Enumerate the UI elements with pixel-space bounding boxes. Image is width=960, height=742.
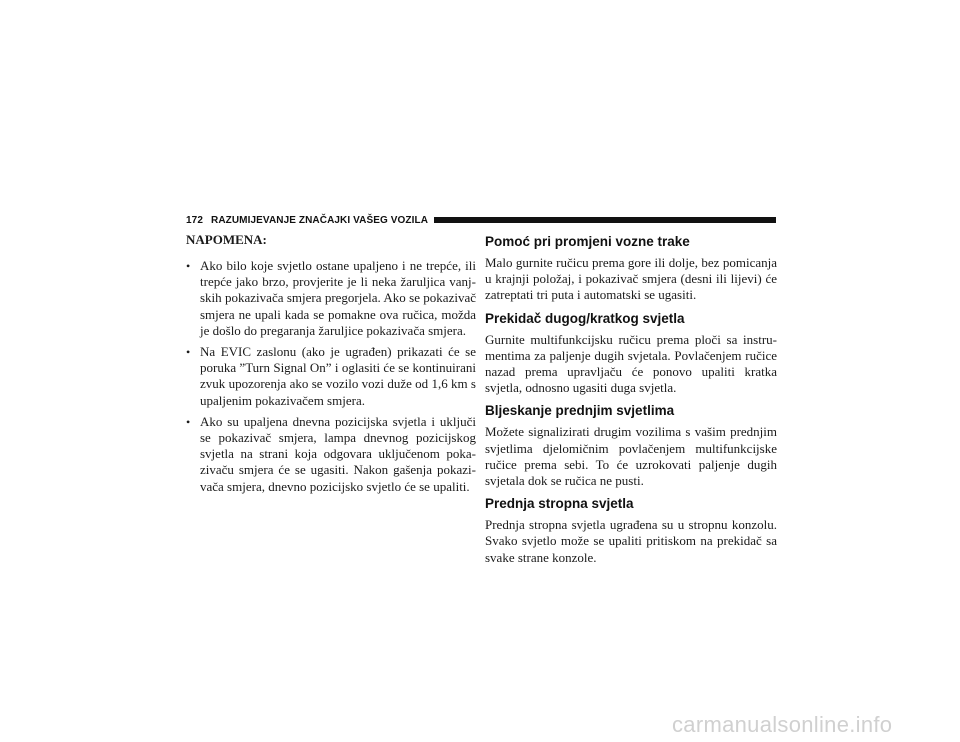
bullet-text: Na EVIC zaslonu (ako je ugrađen) prikazati će se poruka ”Turn Signal On” i oglasiti će se kontinuirani zvuk upozorenja ako se vozilo vozi duže od 1,6 km s upaljenim pokazivačem smjera. <box>200 344 476 408</box>
left-column <box>186 232 476 500</box>
section-body-flash-to-pass: Možete signalizirati drugim vozilima s vašim prednjim svjetlima djelomičnim povlačenjem multifunkcijske ručice prema sebi. To će uzrokovati paljenje dugih svjetala dok se ručica ne pusti. <box>485 424 777 489</box>
section-body-lane-change: Malo gurnite ručicu prema gore ili dolje, bez pomicanja u krajnji položaj, i pokazivač smjera (desni ili lijevi) će zatreptati tri puta i automatski se ugasiti. <box>485 255 777 303</box>
note-title: NAPOMENA: <box>186 232 267 247</box>
bullet-icon: • <box>186 414 191 429</box>
list-item <box>186 344 476 409</box>
section-heading-dome-lights: Prednja stropna svjetla <box>485 496 634 512</box>
bullet-text: Ako su upaljena dnevna pozicijska svjetla i uključi se pokazivač smjera, lampa dnevnog pozicijskog svjetla na strani koja odgovara uključenom pokazivaču smjera će se ugasiti. Nakon gašenja pokazivača smjera, dnevno pozicijsko svjetlo će se upaliti. <box>200 413 476 494</box>
section-heading-high-low-beam: Prekidač dugog/kratkog svjetla <box>485 310 685 326</box>
list-item <box>186 414 476 495</box>
page-header <box>186 212 776 228</box>
page-number: 172 <box>186 214 203 226</box>
section-body-dome-lights: Prednja stropna svjetla ugrađena su u stropnu konzolu. Svako svjetlo može se upaliti pritiskom na prekidač sa svake strane konzole. <box>485 517 777 565</box>
note-bullet-list <box>186 258 476 495</box>
section-body-high-low-beam: Gurnite multifunkcijsku ručicu prema ploči sa instrumentima za paljenje dugih svjetala. Povlačenjem ručice nazad prema upravljaču će ponovo upaliti kratka svjetla, odnosno ugasiti duga svjetla. <box>485 331 777 396</box>
header-rule <box>434 217 776 223</box>
section-heading-flash-to-pass: Bljeskanje prednjim svjetlima <box>485 403 675 419</box>
chapter-title: RAZUMIJEVANJE ZNAČAJKI VAŠEG VOZILA <box>211 214 429 226</box>
bullet-text: Ako bilo koje svjetlo ostane upaljeno i ne trepće, ili trepće jako brzo, provjerite je li neka žaruljica vanjskih pokazivača smjera pregorjela. Ako se pokazivač smjera ne upali kada se pomakne ova ručica, možda je došlo do pregaranja žaruljice pokazivača smjera. <box>200 258 476 338</box>
watermark: carmanualsonline.info <box>672 712 893 737</box>
list-item <box>186 258 476 339</box>
bullet-icon: • <box>186 345 191 360</box>
section-heading-lane-change: Pomoć pri promjeni vozne trake <box>485 234 690 249</box>
right-column <box>485 232 777 573</box>
bullet-icon: • <box>186 259 191 273</box>
